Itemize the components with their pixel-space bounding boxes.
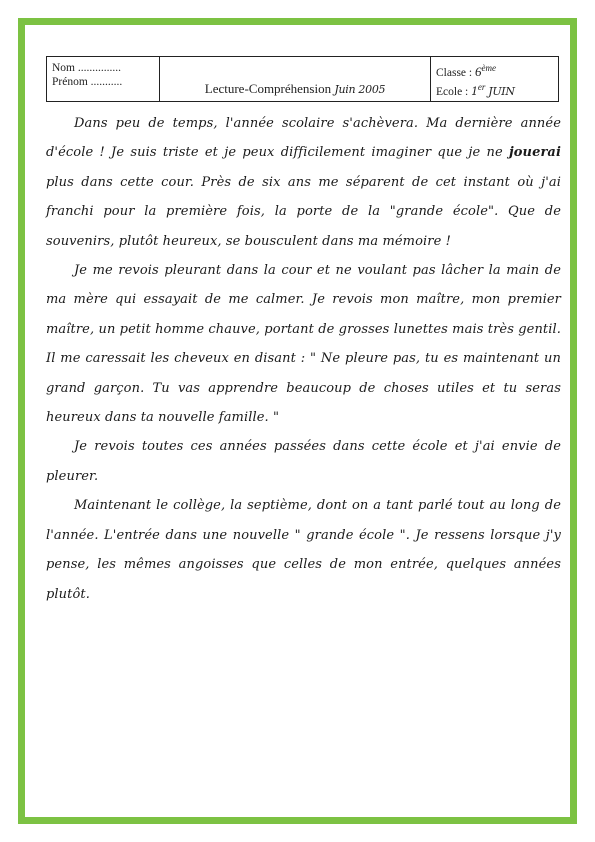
classe-line	[436, 61, 558, 80]
classe-sup: ème	[481, 63, 496, 73]
paragraph-2: Je me revois pleurant dans la cour et ne voulant pas lâcher la main de ma mère qui essayait de me calmer. Je revois mon maître, mon premier maître, un petit homme chauve, portant de grosses lunettes mais très gentil. Il me caressait les cheveux en disant : " Ne pleure pas, tu es maintenant un grand garçon. Tu vas apprendre beaucoup de choses utiles et tu seras heureux dans ta nouvelle famille. "	[46, 263, 561, 426]
worksheet-header	[46, 56, 559, 102]
classe-label: Classe :	[436, 66, 473, 79]
paragraph-1-a: Dans peu de temps, l'année scolaire s'achèvera. Ma dernière année d'école ! Je suis triste et je peux difficilement imaginer que je ne	[46, 116, 561, 161]
prenom-field[interactable]: Prénom ...........	[52, 76, 123, 88]
bold-word: jouerai	[508, 145, 561, 161]
ecole-label: Ecole :	[436, 85, 469, 98]
student-info	[47, 57, 160, 101]
ecole-after: JUIN	[488, 84, 515, 98]
worksheet-title	[160, 81, 430, 97]
reading-text	[46, 109, 561, 609]
ecole-value: 1	[471, 84, 478, 98]
title-date: Juin 2005	[334, 83, 386, 96]
class-info	[430, 57, 558, 101]
page-frame	[18, 18, 577, 824]
paragraph-1-b: plus dans cette cour. Près de six ans me séparent de cet instant où j'ai franchi pour la première fois, la porte de la "grande école". Que de souvenirs, plutôt heureux, se bousculent dans ma mémoire !	[46, 174, 561, 249]
ecole-sup: er	[477, 81, 486, 92]
ecole-line	[436, 80, 558, 99]
nom-field[interactable]: Nom ...............	[52, 62, 121, 74]
title-text: Lecture-Compréhension	[204, 81, 332, 96]
paragraph-1	[46, 109, 561, 256]
classe-value: 6	[474, 63, 482, 79]
paragraph-4: Maintenant le collège, la septième, dont on a tant parlé tout au long de l'année. L'entrée dans une nouvelle " grande école ". Je ressens lorsque j'y pense, les mêmes angoisses que celles de mon entrée, quelques années plutôt.	[46, 498, 561, 602]
paragraph-3: Je revois toutes ces années passées dans cette école et j'ai envie de pleurer.	[46, 439, 561, 484]
